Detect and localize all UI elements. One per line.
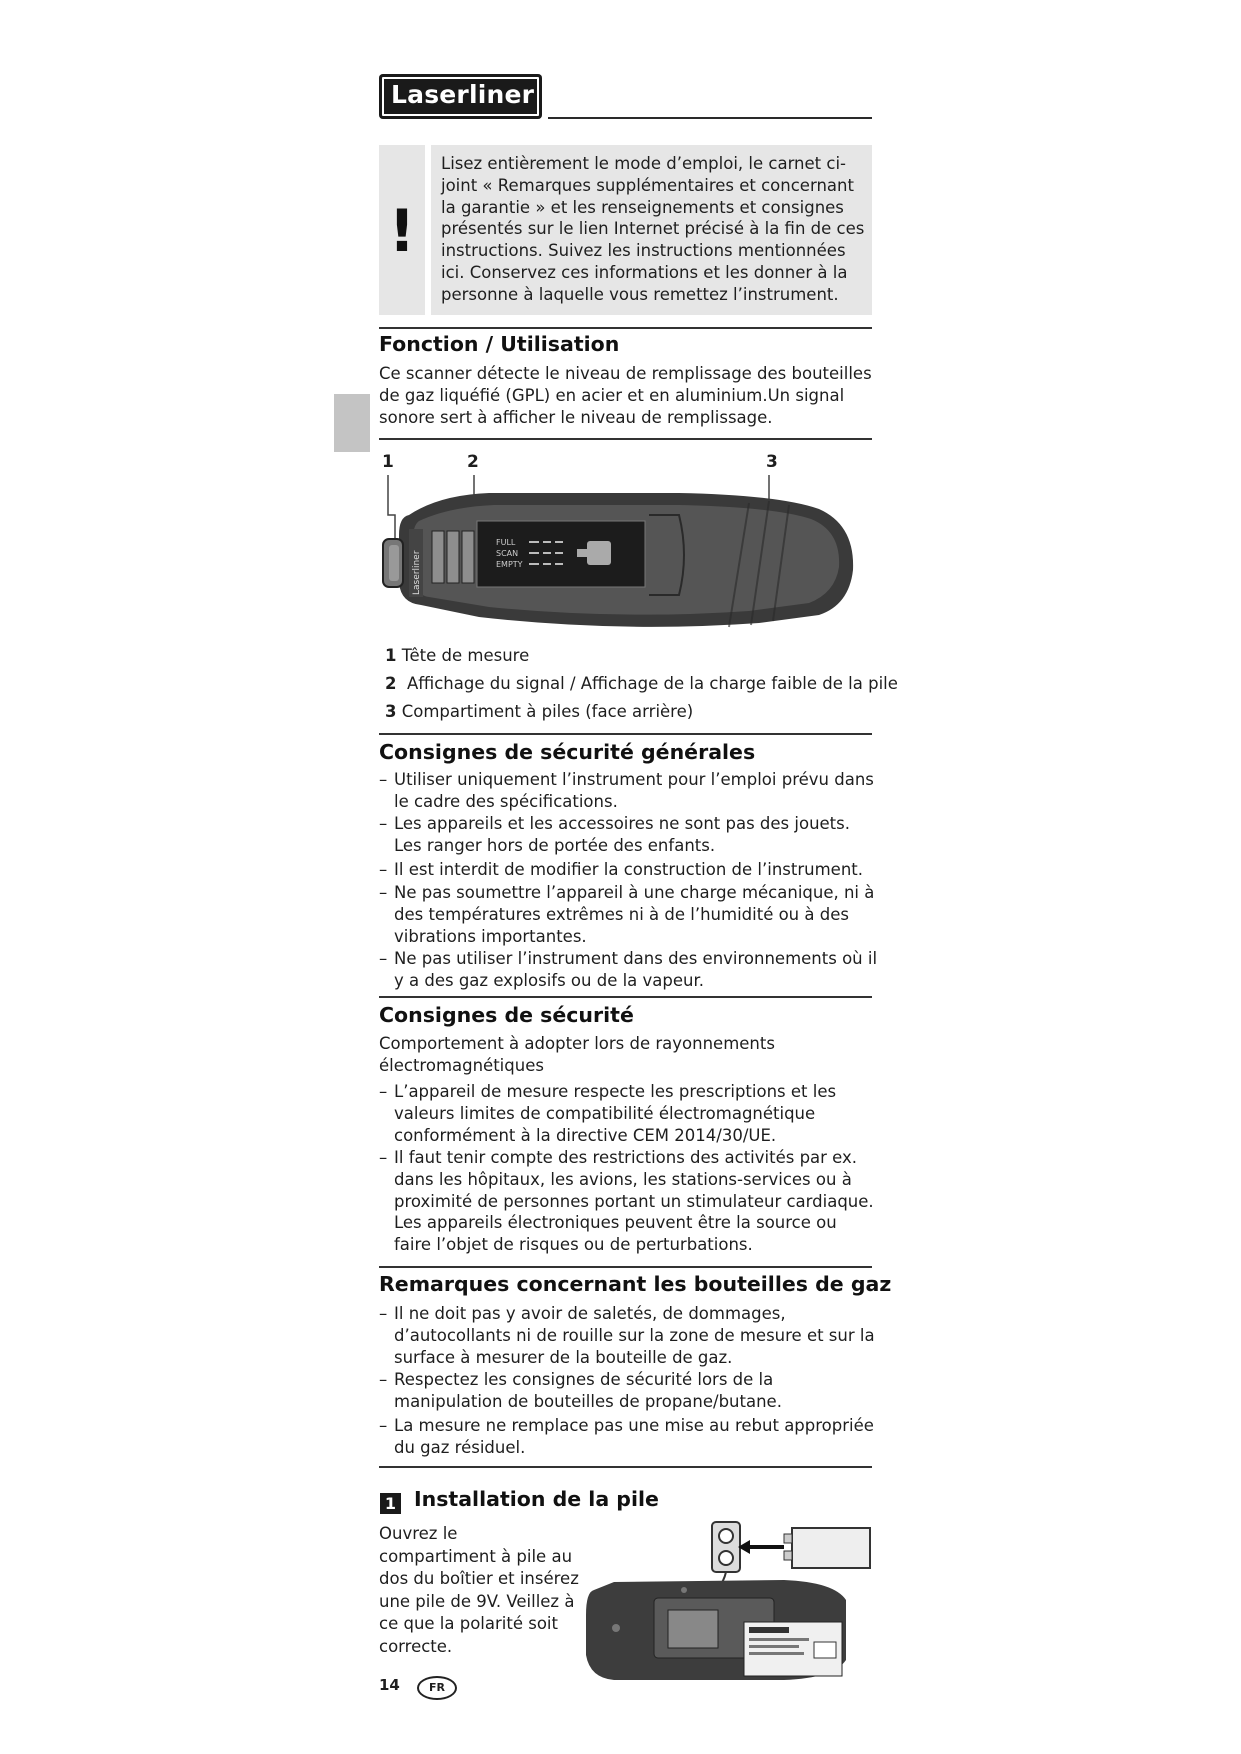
legend-text: Tête de mesure [401, 646, 530, 665]
function-text: Ce scanner détecte le niveau de remplissage des bouteilles de gaz liquéfié (GPL) en acier et en aluminium.Un signal sonore sert à afficher le niveau de remplissage. [379, 364, 872, 427]
legend-item [385, 702, 693, 721]
list-item-text: Il faut tenir compte des restrictions des activités par ex. dans les hôpitaux, les avions, les stations-services ou à proximité de personnes portant un stimulateur cardiaque. Les appareils électroniques peuvent être la source ou faire l’objet de risques ou de perturbations. [394, 1148, 874, 1255]
section-rule [379, 327, 872, 329]
warning-text: Lisez entièrement le mode d’emploi, le carnet ci-joint « Remarques supplémentaires et concernant la garantie » et les renseignements et consignes présentés sur le lien Internet précisé à la fin de ces instructions. Suivez les instructions mentionnées ici. Conservez ces informations et les donner à la personne à laquelle vous remettez l’instrument. [441, 154, 865, 304]
list-item: – Les appareils et les accessoires ne sont pas des jouets. Les ranger hors de portée des enfants. [379, 813, 879, 857]
list-item: – Il faut tenir compte des restrictions des activités par ex. dans les hôpitaux, les avions, les stations-services ou à proximité de personnes portant un stimulateur cardiaque. Les appareils électroniques peuvent être la source ou faire l’objet de risques ou de perturbations. [379, 1147, 879, 1256]
battery-installation-illustration [584, 1520, 874, 1680]
list-item-text: La mesure ne remplace pas une mise au rebut appropriée du gaz résiduel. [394, 1416, 874, 1457]
safety-title: Consignes de sécurité [379, 1003, 634, 1027]
list-item: – L’appareil de mesure respecte les prescriptions et les valeurs limites de compatibilité électromagnétique conformément à la directive CEM 2014/30/UE. [379, 1081, 879, 1146]
section-rule [379, 1266, 872, 1268]
display-label-scan: SCAN [496, 549, 519, 558]
list-item: – Ne pas utiliser l’instrument dans des environnements où il y a des gaz explosifs ou de la vapeur. [379, 949, 878, 990]
device-illustration [379, 455, 872, 640]
gas-notes-title: Remarques concernant les bouteilles de gaz [379, 1272, 892, 1296]
callout-2: 2 [467, 452, 479, 472]
legend-num: 2 [385, 674, 397, 693]
legend-text: Compartiment à piles (face arrière) [401, 702, 694, 721]
legend-item [385, 646, 529, 665]
battery-title: Installation de la pile [414, 1487, 659, 1511]
language-badge: FR [417, 1676, 457, 1700]
callout-1: 1 [382, 452, 394, 472]
page-number: 14 [379, 1676, 400, 1694]
safety-intro: Comportement à adopter lors de rayonnements électromagnétiques [379, 1034, 775, 1075]
callout-3: 3 [766, 452, 778, 472]
legend-num: 1 [385, 646, 397, 665]
display-label-full: FULL [496, 538, 516, 547]
function-title: Fonction / Utilisation [379, 332, 620, 356]
device-brand-label: Laserliner [412, 550, 422, 595]
section-rule [379, 438, 872, 440]
list-item-text: Ne pas utiliser l’instrument dans des environnements où il y a des gaz explosifs ou de la vapeur. [394, 949, 878, 990]
legend-text: Affichage du signal / Affichage de la charge faible de la pile [406, 674, 898, 693]
legend-item [385, 674, 898, 693]
battery-text: Ouvrez le compartiment à pile au dos du boîtier et insérez une pile de 9V. Veillez à ce que la polarité soit correcte. [379, 1524, 579, 1656]
warning-icon [379, 145, 425, 315]
list-item-text: Il est interdit de modifier la construction de l’instrument. [394, 860, 863, 879]
warning-symbol: ! [388, 197, 416, 265]
step-number: 1 [380, 1493, 401, 1514]
legend-num: 3 [385, 702, 397, 721]
section-rule [379, 996, 872, 998]
list-item-text: L’appareil de mesure respecte les prescriptions et les valeurs limites de compatibilité électromagnétique conformément à la directive CEM 2014/30/UE. [394, 1082, 837, 1145]
list-item: – Il ne doit pas y avoir de saletés, de dommages, d’autocollants ni de rouille sur la zone de mesure et sur la surface à mesurer de la bouteille de gaz. [379, 1303, 879, 1368]
list-item: – Il est interdit de modifier la construction de l’instrument. [379, 859, 879, 881]
brand-logo-text: Laserliner [391, 80, 535, 109]
general-safety-title: Consignes de sécurité générales [379, 740, 756, 764]
side-tab-marker [334, 394, 370, 452]
section-rule [379, 733, 872, 735]
section-rule [379, 1466, 872, 1468]
list-item-text: Utiliser uniquement l’instrument pour l’emploi prévu dans le cadre des spécifications. [394, 770, 874, 811]
display-label-empty: EMPTY [496, 560, 523, 569]
header-rule [548, 117, 872, 119]
list-item: – Utiliser uniquement l’instrument pour l’emploi prévu dans le cadre des spécifications. [379, 769, 879, 813]
list-item: – Respectez les consignes de sécurité lors de la manipulation de bouteilles de propane/butane. [379, 1369, 879, 1413]
list-item-text: Les appareils et les accessoires ne sont pas des jouets. Les ranger hors de portée des enfants. [394, 814, 850, 855]
list-item-text: Il ne doit pas y avoir de saletés, de dommages, d’autocollants ni de rouille sur la zone de mesure et sur la surface à mesurer de la bouteille de gaz. [394, 1304, 875, 1367]
list-item: – Ne pas soumettre l’appareil à une charge mécanique, ni à des températures extrêmes ni à de l’humidité ou à des vibrations importantes. [379, 882, 879, 947]
list-item-text: Ne pas soumettre l’appareil à une charge mécanique, ni à des températures extrêmes ni à de l’humidité ou à des vibrations importantes. [394, 883, 875, 946]
list-item-text: Respectez les consignes de sécurité lors de la manipulation de bouteilles de propane/butane. [394, 1370, 782, 1411]
brand-logo [379, 74, 542, 119]
list-item: – La mesure ne remplace pas une mise au rebut appropriée du gaz résiduel. [379, 1415, 879, 1459]
